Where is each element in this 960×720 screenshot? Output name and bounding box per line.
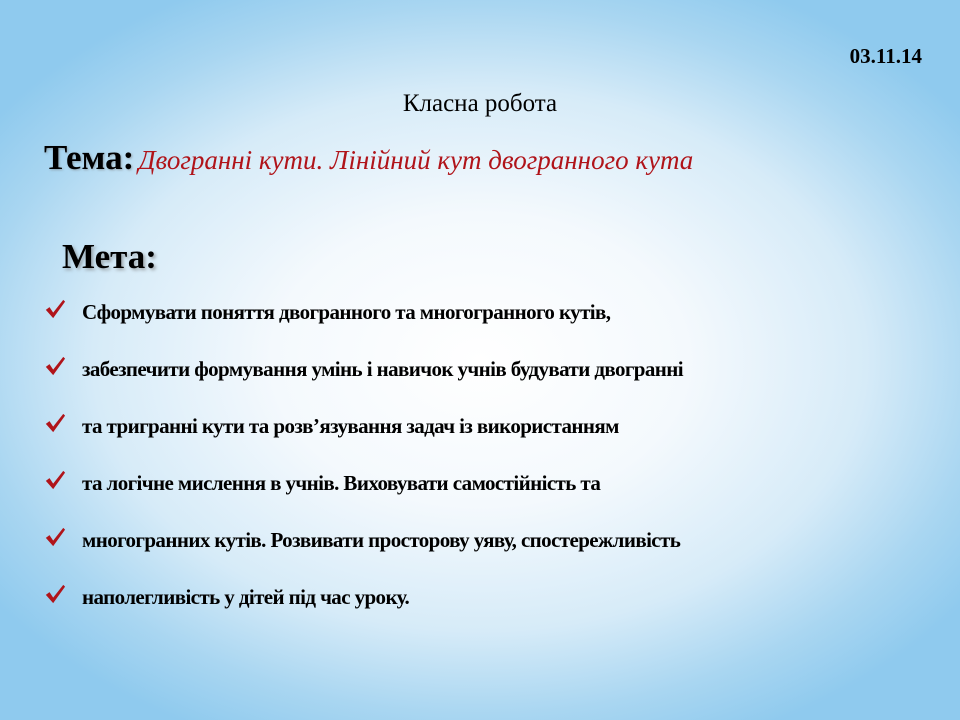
checkmark-icon xyxy=(44,583,66,605)
goal-text: наполегливість у дітей під час уроку. xyxy=(82,585,410,609)
goal-text: Сформувати поняття двогранного та многогранного кутів, xyxy=(82,300,611,324)
goal-list-item xyxy=(44,357,683,414)
checkmark-icon xyxy=(44,526,66,548)
goal-list-item xyxy=(44,528,683,585)
topic-line xyxy=(44,138,693,178)
goal-label: Мета: xyxy=(62,237,157,276)
goal-list-item xyxy=(44,585,683,642)
slide-subtitle: Класна робота xyxy=(402,90,558,117)
goal-list-item xyxy=(44,414,683,471)
topic-label: Тема: xyxy=(44,138,135,177)
slide-date: 03.11.14 xyxy=(849,44,922,68)
checkmark-icon xyxy=(44,412,66,434)
goal-text: забезпечити формування умінь і навичок учнів будувати двогранні xyxy=(82,357,684,381)
goal-text: многогранних кутів. Розвивати просторову уяву, спостережливість xyxy=(82,528,681,552)
goal-list-item xyxy=(44,300,683,357)
checkmark-icon xyxy=(44,469,66,491)
topic-text: Двогранні кути. Лінійний кут двогранного кута xyxy=(138,145,694,175)
goal-text: та тригранні кути та розв’язування задач із використанням xyxy=(82,414,619,438)
goal-text: та логічне мислення в учнів. Виховувати самостійність та xyxy=(82,471,601,495)
goal-list xyxy=(44,300,683,642)
checkmark-icon xyxy=(44,355,66,377)
goal-list-item xyxy=(44,471,683,528)
checkmark-icon xyxy=(44,298,66,320)
